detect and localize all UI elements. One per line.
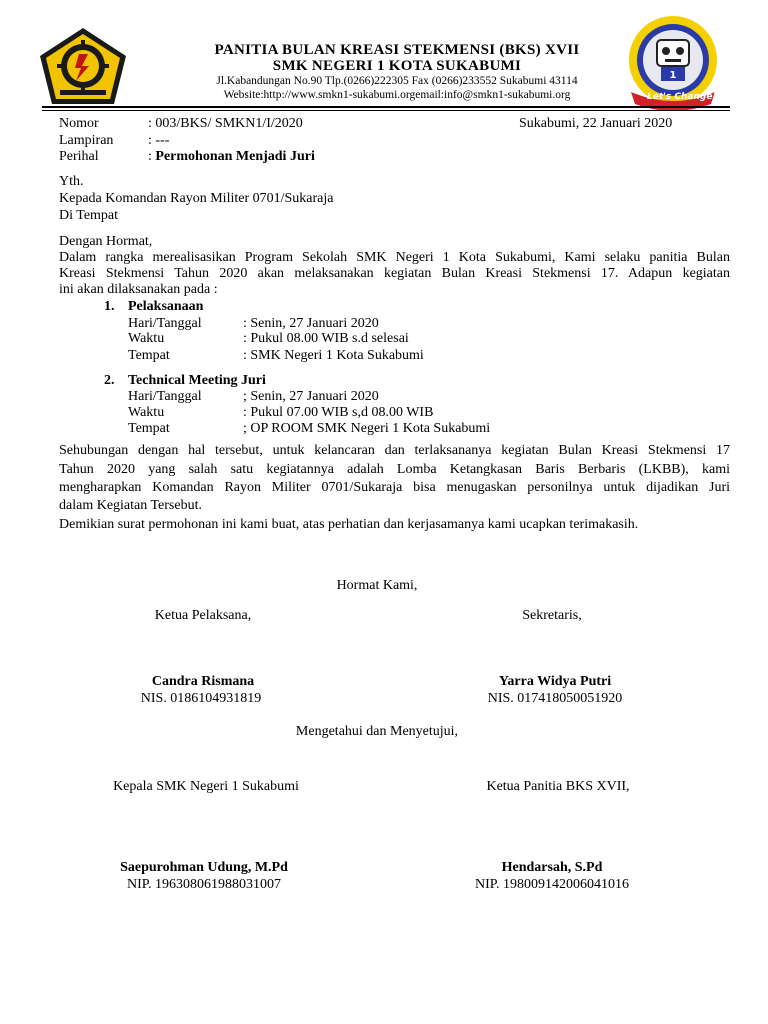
item-row-label: Tempat xyxy=(128,348,170,363)
item-row-value: ; OP ROOM SMK Negeri 1 Kota Sukabumi xyxy=(243,421,491,436)
item-title: Technical Meeting Juri xyxy=(128,373,266,388)
item-number: 2. xyxy=(104,373,115,388)
regards: Hormat Kami, xyxy=(336,578,418,593)
item-row-label: Waktu xyxy=(128,405,165,420)
item-row-value: : Senin, 27 Januari 2020 xyxy=(243,316,379,331)
signer-id: NIP. 196308061988031007 xyxy=(126,877,281,892)
body-line: Sehubungan dengan hal tersebut, untuk kelancaran dan terlaksananya kegiatan Bulan Kreasi Stekmensi 17 xyxy=(59,443,730,458)
item-row-value: ; Senin, 27 Januari 2020 xyxy=(243,389,379,404)
event-logo xyxy=(617,14,729,110)
body-line: Tahun 2020 yang salah satu kegiatannya adalah Lomba Ketangkasan Baris Berbaris (LKBB), kami xyxy=(59,462,730,477)
signer-role: Ketua Pelaksana, xyxy=(154,608,252,623)
item-number: 1. xyxy=(104,299,115,314)
event-logo-slogan: Let's Change! xyxy=(647,92,717,102)
item-row-label: Hari/Tanggal xyxy=(128,389,202,404)
signer-role: Ketua Panitia BKS XVII, xyxy=(486,779,630,794)
body-line: dalam Kegiatan Tersebut. xyxy=(59,498,202,513)
header-address: Jl.Kabandungan No.90 Tlp.(0266)222305 Fax (0266)233552 Sukabumi 43114 xyxy=(216,75,578,87)
signer-name: Yarra Widya Putri xyxy=(498,674,612,689)
header-school: SMK NEGERI 1 KOTA SUKABUMI xyxy=(272,58,522,74)
nomor-label: Nomor xyxy=(59,116,99,131)
intro-line: Kreasi Stekmensi Tahun 2020 akan melaksanakan kegiatan Bulan Kreasi Stekmensi 17. Adapun kegiatan xyxy=(59,266,730,281)
approval: Mengetahui dan Menyetujui, xyxy=(295,724,459,739)
signer-name: Hendarsah, S.Pd xyxy=(501,860,603,875)
signer-name: Candra Rismana xyxy=(151,674,255,689)
perihal-label: Perihal xyxy=(59,149,99,164)
recipient-name: Kepada Komandan Rayon Militer 0701/Sukaraja xyxy=(59,191,334,206)
item-row-value: : Pukul 07.00 WIB s,d 08.00 WIB xyxy=(243,405,434,420)
item-row-value: : Pukul 08.00 WIB s.d selesai xyxy=(243,331,409,346)
body-line: mengharapkan Komandan Rayon Militer 0701/Sukaraja bisa menugaskan personilnya untuk dijadikan Juri xyxy=(59,480,730,495)
header-divider-thin xyxy=(42,110,730,111)
recipient-place: Di Tempat xyxy=(59,208,119,223)
signer-id: NIS. 017418050051920 xyxy=(487,691,623,706)
item-title: Pelaksanaan xyxy=(128,299,204,314)
recipient-yth: Yth. xyxy=(59,174,84,189)
item-row-label: Hari/Tanggal xyxy=(128,316,202,331)
closing-line: Demikian surat permohonan ini kami buat, atas perhatian dan kerjasamanya kami ucapkan terimakasih. xyxy=(59,517,639,532)
signer-role: Sekretaris, xyxy=(522,608,582,623)
greeting: Dengan Hormat, xyxy=(59,234,153,249)
item-row-value: : SMK Negeri 1 Kota Sukabumi xyxy=(243,348,424,363)
header-website: Website:http://www.smkn1-sukabumi.orgemail:info@smkn1-sukabumi.org xyxy=(223,89,571,101)
item-row-label: Tempat xyxy=(128,421,170,436)
header-divider-thick xyxy=(42,106,730,108)
svg-text:1: 1 xyxy=(669,70,677,81)
item-row-label: Waktu xyxy=(128,331,165,346)
signer-name: Saepurohman Udung, M.Pd xyxy=(120,860,288,875)
signer-id: NIP. 198009142006041016 xyxy=(474,877,629,892)
signer-id: NIS. 0186104931819 xyxy=(140,691,262,706)
lampiran-label: Lampiran xyxy=(59,133,114,148)
school-logo xyxy=(38,26,128,106)
perihal-value: : Permohonan Menjadi Juri xyxy=(148,149,315,164)
intro-line: ini akan dilaksanakan pada : xyxy=(59,282,218,297)
lampiran-value: : --- xyxy=(148,133,170,148)
intro-line: Dalam rangka merealisasikan Program Sekolah SMK Negeri 1 Kota Sukabumi, Kami selaku panitia Bulan xyxy=(59,250,730,265)
header-organizer: PANITIA BULAN KREASI STEKMENSI (BKS) XVII xyxy=(214,42,580,58)
letter-date: Sukabumi, 22 Januari 2020 xyxy=(519,116,673,131)
signer-role: Kepala SMK Negeri 1 Sukabumi xyxy=(113,779,299,794)
nomor-value: : 003/BKS/ SMKN1/I/2020 xyxy=(148,116,303,131)
